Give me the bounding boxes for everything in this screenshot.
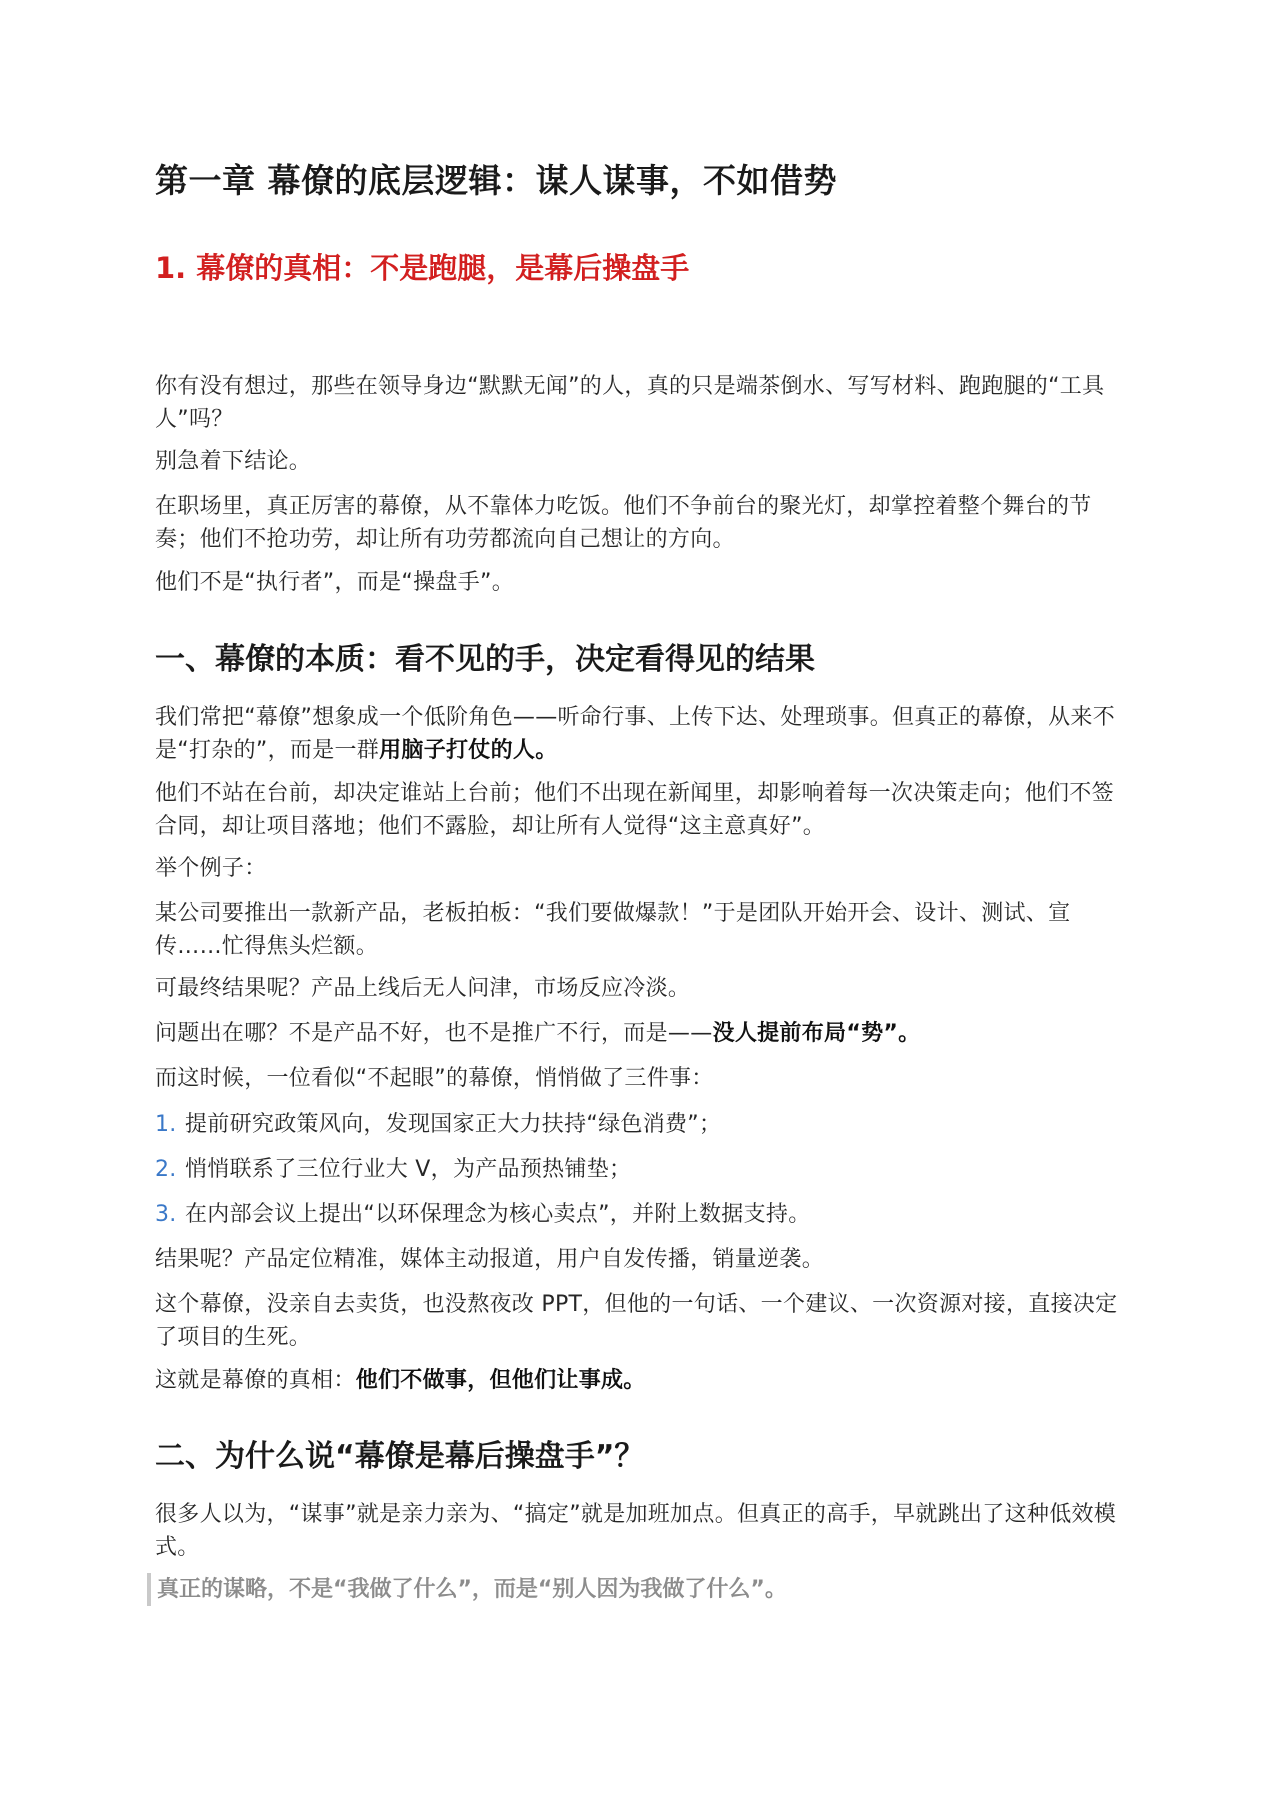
list-number: 2.: [155, 1157, 177, 1182]
chapter-title: 第一章 幕僚的底层逻辑：谋人谋事，不如借势: [155, 161, 837, 200]
section-1-paragraph-5: 可最终结果呢？产品上线后无人问津，市场反应冷淡。: [155, 976, 691, 1001]
section-2-heading: 二、为什么说“幕僚是幕后操盘手”？: [155, 1439, 645, 1474]
intro-paragraph-1: 你有没有想过，那些在领导身边“默默无闻”的人，真的只是端茶倒水、写写材料、跑跑腿的“工具人”吗？: [155, 374, 1105, 432]
intro-paragraph-3: 在职场里，真正厉害的幕僚，从不靠体力吃饭。他们不争前台的聚光灯，却掌控着整个舞台的节奏；他们不抢功劳，却让所有功劳都流向自己想让的方向。: [155, 494, 1092, 552]
section-1-paragraph-8: 结果呢？产品定位精准，媒体主动报道，用户自发传播，销量逆袭。: [155, 1247, 825, 1272]
section-1-heading: 一、幕僚的本质：看不见的手，决定看得见的结果: [155, 642, 815, 677]
paragraph-text: 这就是幕僚的真相：: [155, 1368, 356, 1393]
list-text: 在内部会议上提出“以环保理念为核心卖点”，并附上数据支持。: [185, 1202, 811, 1227]
list-item: [155, 1108, 1135, 1141]
list-number: 3.: [155, 1202, 177, 1227]
list-text: 悄悄联系了三位行业大 V，为产品预热铺垫；: [185, 1157, 632, 1182]
paragraph-text: 问题出在哪？不是产品不好，也不是推广不行，而是——: [155, 1021, 713, 1046]
section-1-paragraph-3: 举个例子：: [155, 856, 267, 881]
list-item: [155, 1153, 1135, 1186]
section-1-paragraph-7: 而这时候，一位看似“不起眼”的幕僚，悄悄做了三件事：: [155, 1066, 714, 1091]
paragraph-text: 我们常把“幕僚”想象成一个低阶角色——听命行事、上传下达、处理琐事。但真正的幕僚，从来不是“打杂的”，而是一群: [155, 705, 1115, 763]
blockquote: 真正的谋略，不是“我做了什么”，而是“别人因为我做了什么”。: [147, 1573, 1137, 1606]
list-text: 提前研究政策风向，发现国家正大力扶持“绿色消费”；: [185, 1112, 722, 1137]
intro-paragraph-4: 他们不是“执行者”，而是“操盘手”。: [155, 570, 514, 595]
subtitle: 1. 幕僚的真相：不是跑腿，是幕后操盘手: [155, 251, 690, 285]
section-1-paragraph-9: 这个幕僚，没亲自去卖货，也没熬夜改 PPT，但他的一句话、一个建议、一次资源对接，直接决定了项目的生死。: [155, 1292, 1118, 1350]
section-2-paragraph-1: 很多人以为，“谋事”就是亲力亲为、“搞定”就是加班加点。但真正的高手，早就跳出了这种低效模式。: [155, 1502, 1117, 1560]
list-item: [155, 1198, 1135, 1231]
section-1-paragraph-4: 某公司要推出一款新产品，老板拍板：“我们要做爆款！”于是团队开始开会、设计、测试、宣传……忙得焦头烂额。: [155, 901, 1071, 959]
section-1-paragraph-2: 他们不站在台前，却决定谁站上台前；他们不出现在新闻里，却影响着每一次决策走向；他们不签合同，却让项目落地；他们不露脸，却让所有人觉得“这主意真好”。: [155, 781, 1114, 839]
bold-text: 用脑子打仗的人。: [379, 738, 558, 763]
section-1-paragraph-1: [155, 701, 1135, 767]
section-1-paragraph-6: [155, 1017, 1135, 1050]
section-1-paragraph-10: [155, 1364, 1135, 1397]
list-number: 1.: [155, 1112, 177, 1137]
bold-text: 他们不做事，但他们让事成。: [355, 1368, 646, 1393]
bold-text: 没人提前布局“势”。: [712, 1021, 921, 1046]
intro-paragraph-2: 别急着下结论。: [155, 449, 312, 474]
